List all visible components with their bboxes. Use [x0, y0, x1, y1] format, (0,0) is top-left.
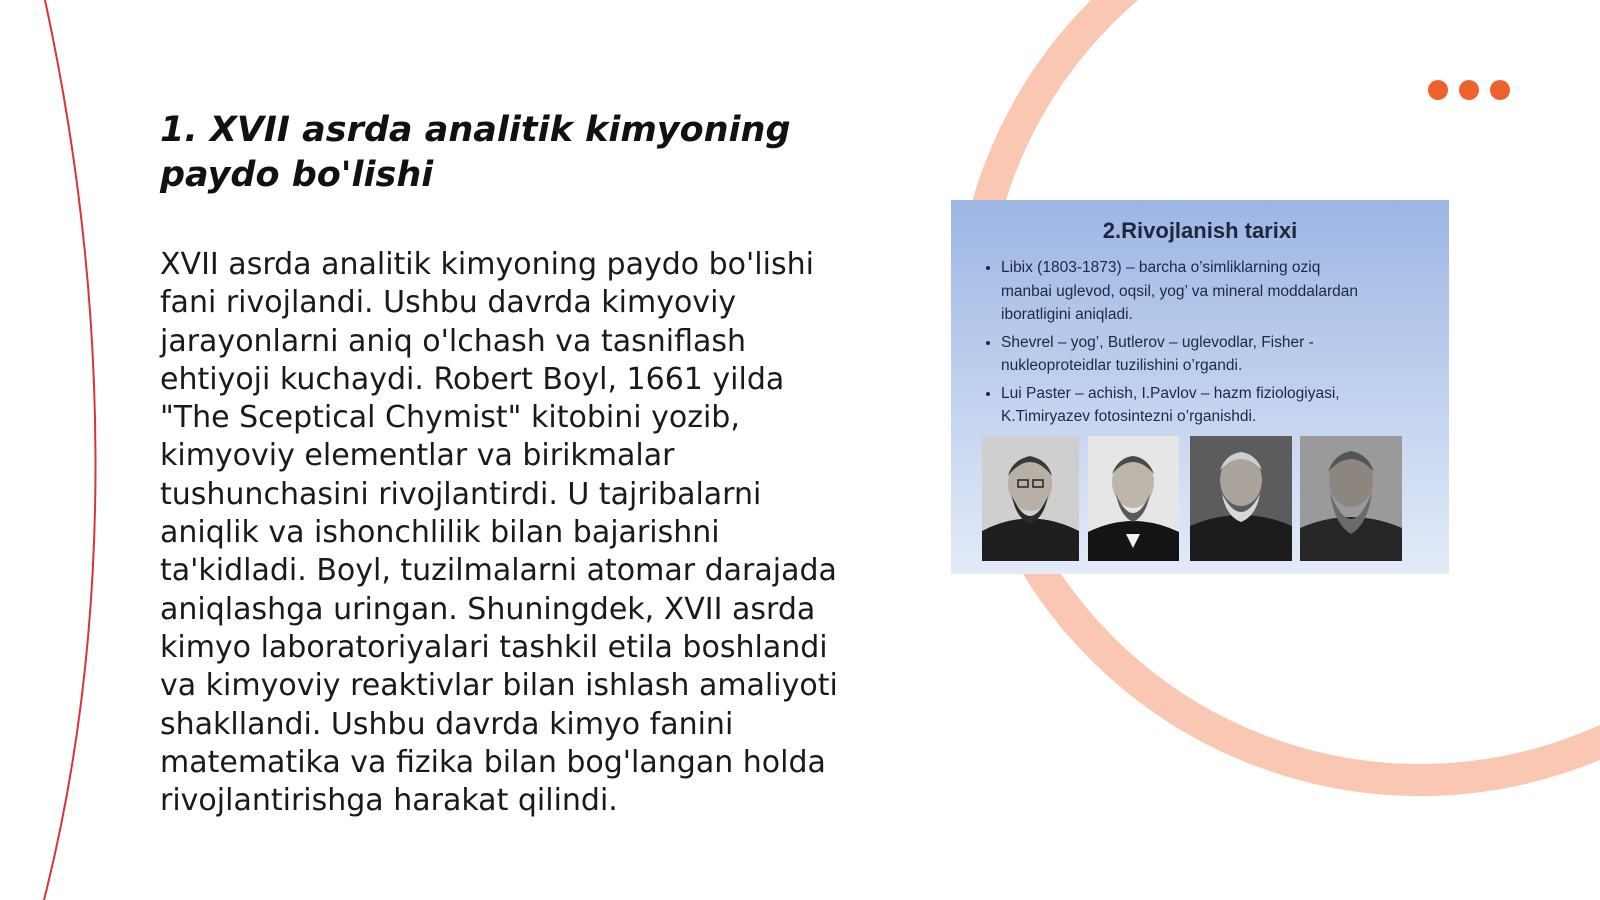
- dot: [1490, 80, 1510, 100]
- left-curve-line: [44, 0, 96, 900]
- embedded-bullet-list: [983, 256, 1441, 433]
- slide-title: 1. XVII asrda analitik kimyoning paydo bo'lishi: [160, 110, 791, 195]
- dot: [1428, 80, 1448, 100]
- bullet-item: • Libix (1803-1873) – barcha o’simliklarning oziq manbai uglevod, oqsil, yog’ va mineral moddalardan iboratligini aniqladi.: [1001, 256, 1441, 327]
- bullet-item: • Lui Paster – achish, I.Pavlov – hazm fiziologiyasi, K.Timiryazev fotosintezni o’rganishdi.: [1001, 382, 1441, 429]
- portrait-image: [982, 436, 1079, 561]
- embedded-slide-title: 2.Rivojlanish tarixi: [1102, 218, 1298, 243]
- more-dots-icon: [1428, 80, 1510, 100]
- embedded-slide-image: [951, 200, 1449, 574]
- portrait-image: [1300, 436, 1402, 561]
- dot: [1459, 80, 1479, 100]
- slide-body-text: XVII asrda analitik kimyoning paydo bo'lishi fani rivojlandi. Ushbu davrda kimyoviy jarayonlarni aniq o'lchash va tasniflash ehtiyoji kuchaydi. Robert Boyl, 1661 yilda "The Sceptical Chymist" kitobini yozib, kimyoviy elementlar va birikmalar tushunchasini rivojlantirdi. U tajribalarni aniqlik va ishonchlilik bilan bajarishni ta'kidladi. Boyl, tuzilmalarni atomar darajada aniqlashga uringan. Shuningdek, XVII asrda kimyo laboratoriyalari tashkil etila boshlandi va kimyoviy reaktivlar bilan ishlash amaliyoti shakllandi. Ushbu davrda kimyo fanini matematika va fizika bilan bog'langan holda rivojlantirishga harakat qilindi.: [160, 247, 838, 819]
- portrait-image: [1190, 436, 1292, 561]
- bullet-item: • Shevrel – yog’, Butlerov – uglevodlar, Fisher - nukleoproteidlar tuzilishini o’rgandi.: [1001, 331, 1441, 378]
- portrait-image: [1088, 436, 1179, 561]
